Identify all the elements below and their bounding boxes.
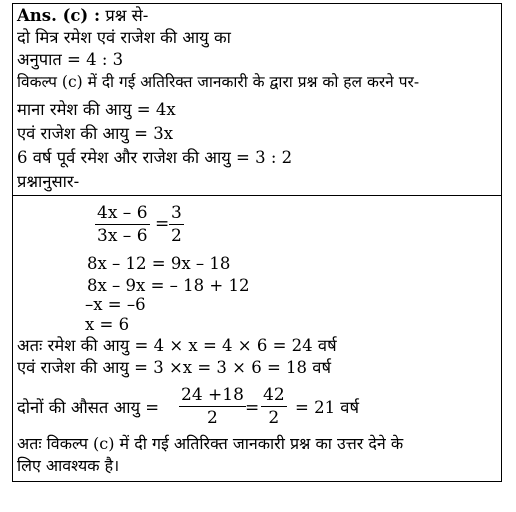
answer-text: प्रश्न से- <box>100 6 149 25</box>
ramesh-age-line: अतः रमेश की आयु = 4 × x = 4 × 6 = 24 वर्ष <box>17 336 337 355</box>
fraction-denominator: 2 <box>171 226 182 246</box>
conclusion-line-1: अतः विकल्प (c) में दी गई अतिरिक्त जानकारी प्रश्न का उत्तर देने के <box>17 434 404 453</box>
according-line: प्रश्नानुसार- <box>17 172 80 191</box>
step-4: x = 6 <box>85 315 130 334</box>
rajesh-age-line: एवं राजेश की आयु = 3 ×x = 3 × 6 = 18 वर्ष <box>17 358 331 377</box>
average-fraction-1 <box>179 384 246 429</box>
ratio-line: अनुपात = 4 : 3 <box>17 50 124 69</box>
step-2: 8x – 9x = – 18 + 12 <box>87 276 250 295</box>
fraction-denominator: 2 <box>268 408 280 428</box>
step-1: 8x – 12 = 9x – 18 <box>87 254 231 273</box>
fraction-numerator: 3 <box>171 203 182 223</box>
option-line: विकल्प (c) में दी गई अतिरिक्त जानकारी के द्वारा प्रश्न को हल करने पर- <box>17 73 420 91</box>
equals-sign: = <box>245 398 260 418</box>
fraction-denominator: 2 <box>207 408 218 428</box>
question-box <box>12 3 502 196</box>
fraction-numerator: 4x – 6 <box>97 203 148 223</box>
fraction-rhs <box>169 202 184 247</box>
answer-line <box>17 6 148 26</box>
solution-box <box>12 196 502 482</box>
average-result: = 21 वर्ष <box>295 398 360 417</box>
past-ratio-line: 6 वर्ष पूर्व रमेश और राजेश की आयु = 3 : 2 <box>17 148 293 167</box>
fraction-numerator: 42 <box>263 385 285 405</box>
assumption-line: माना रमेश की आयु = 4x <box>17 100 176 119</box>
conclusion-line-2: लिए आवश्यक है। <box>17 456 120 475</box>
answer-label: Ans. (c) : <box>17 6 101 25</box>
fraction-denominator: 3x – 6 <box>97 226 148 246</box>
average-prefix: दोनों की औसत आयु = <box>17 398 160 417</box>
text-line: दो मित्र रमेश एवं राजेश की आयु का <box>17 28 231 47</box>
fraction-numerator: 24 +18 <box>181 385 244 405</box>
average-fraction-2 <box>261 384 287 429</box>
assumption-line-2: एवं राजेश की आयु = 3x <box>17 124 174 143</box>
step-3: –x = –6 <box>85 295 146 314</box>
fraction-lhs <box>95 202 150 247</box>
equals-sign: = <box>155 214 170 234</box>
